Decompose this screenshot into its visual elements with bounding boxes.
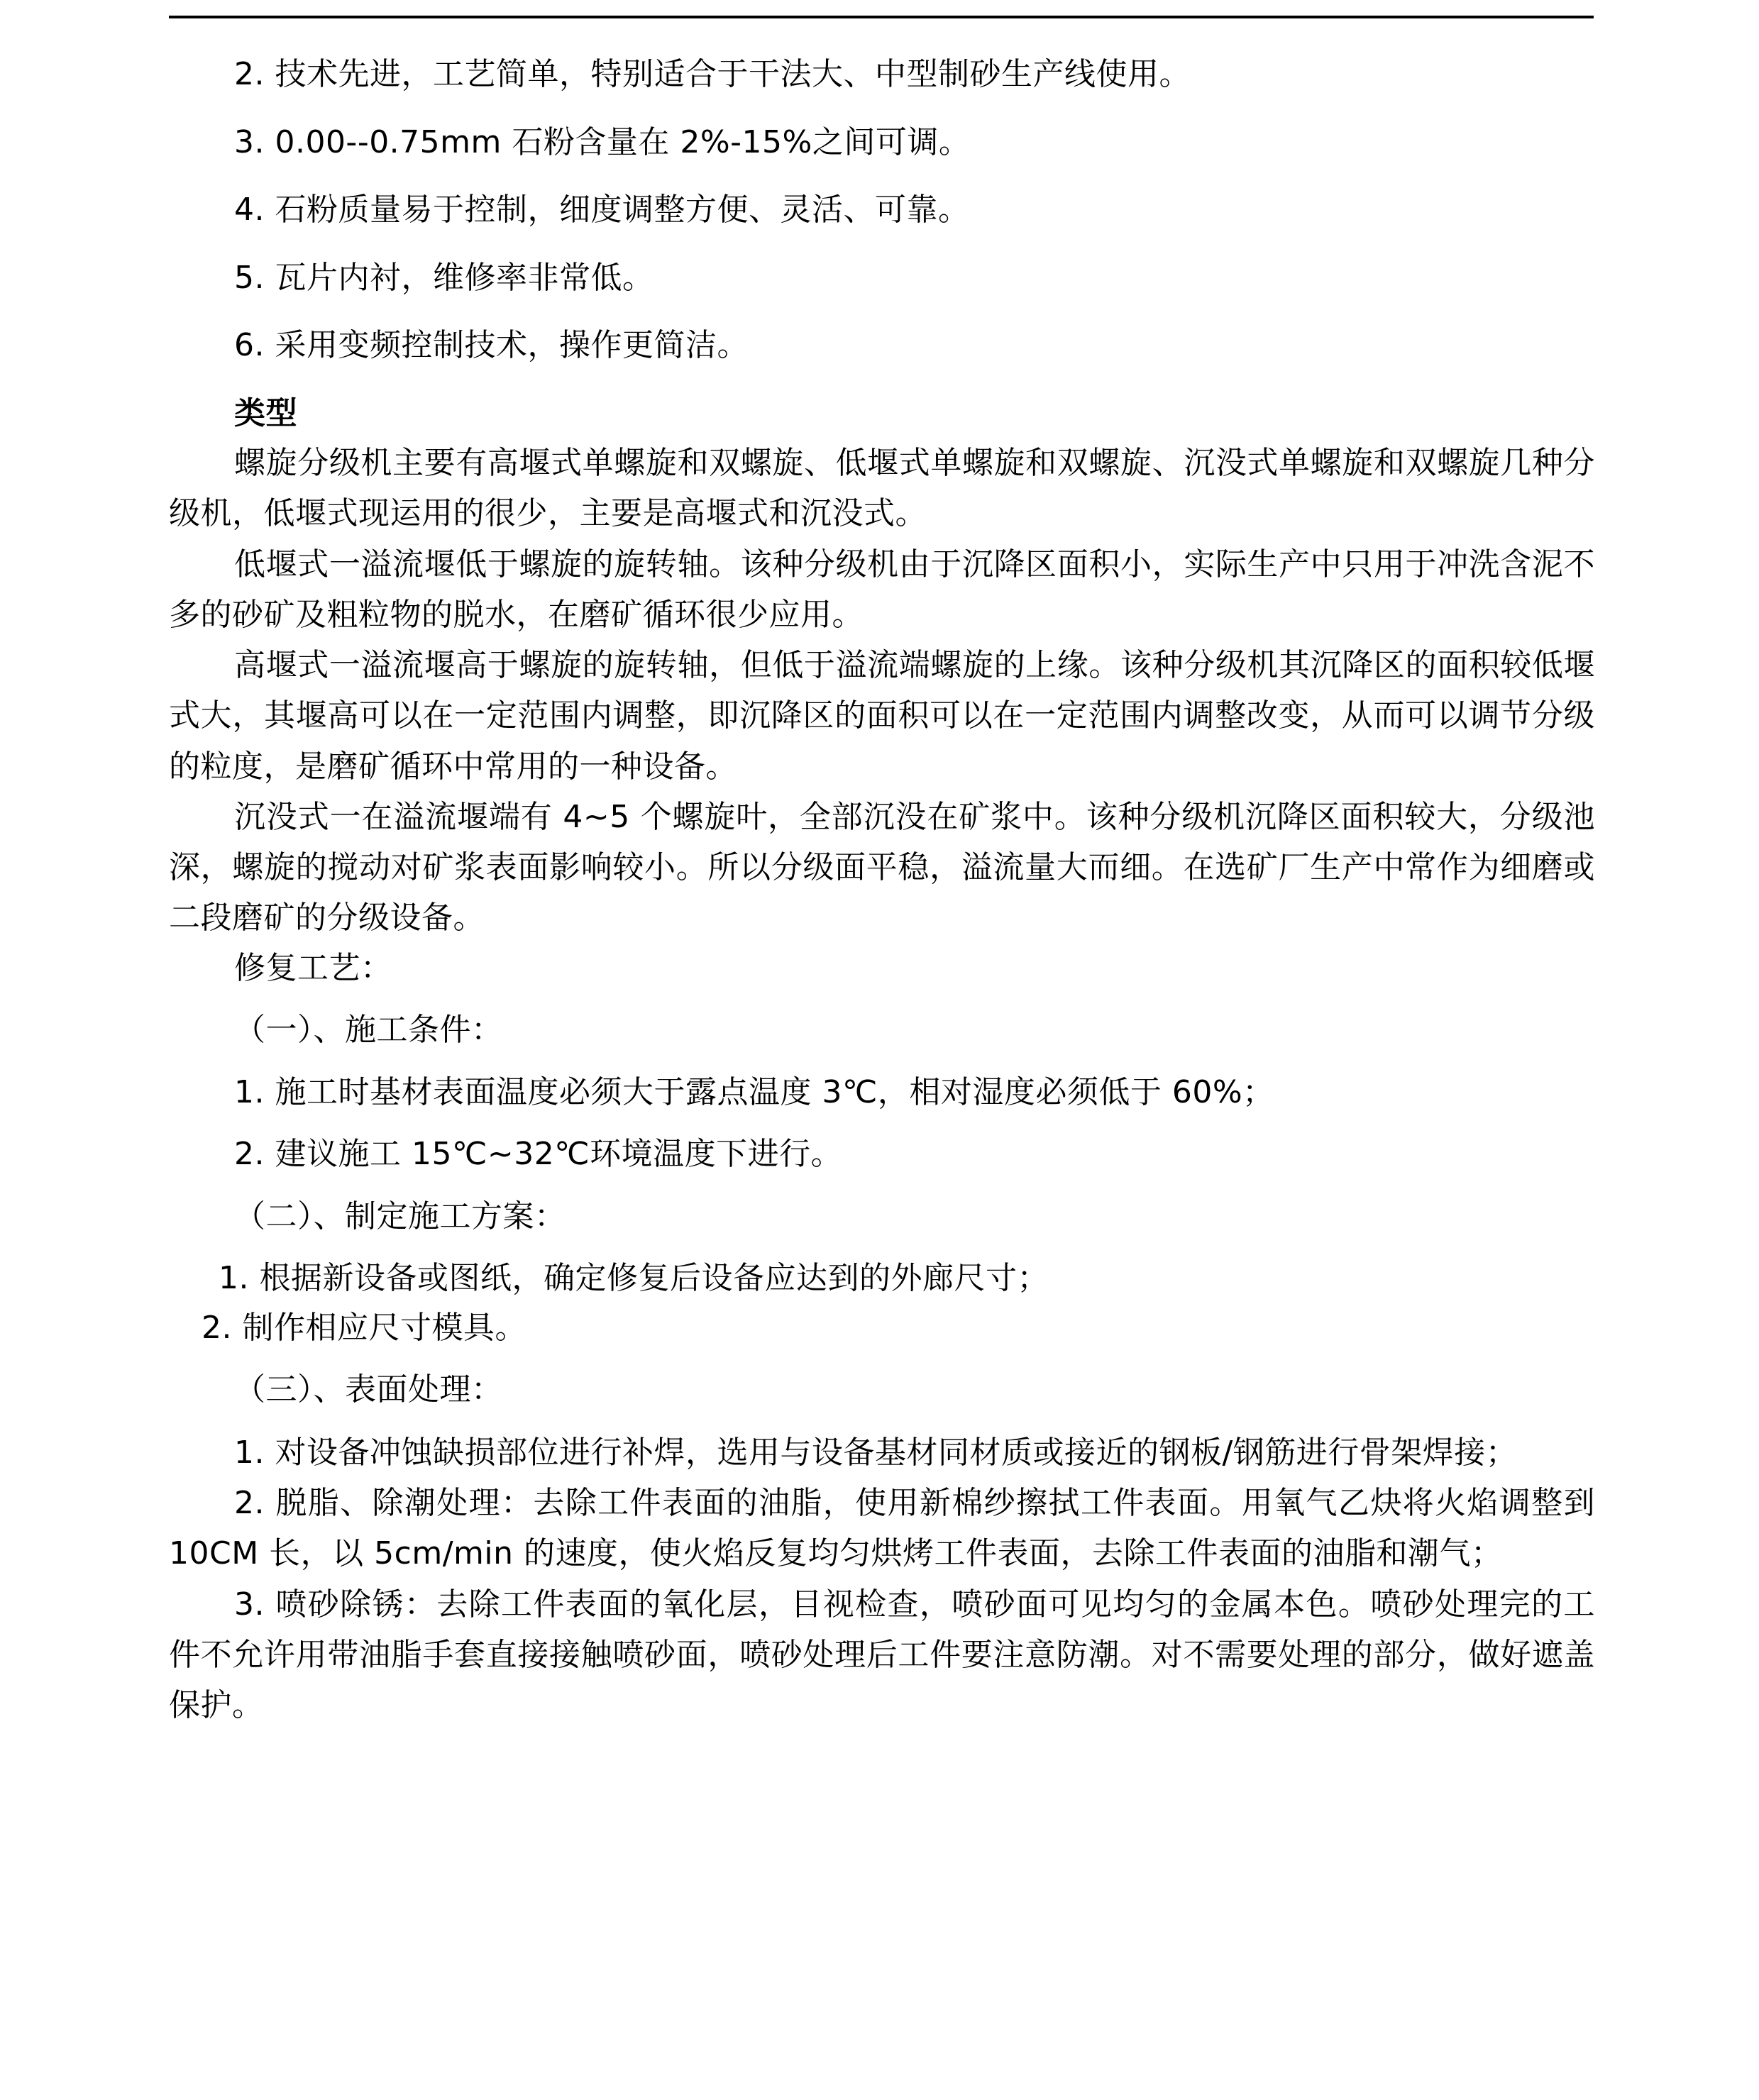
- step-item: 1. 根据新设备或图纸，确定修复后设备应达到的外廊尺寸；: [219, 1260, 1049, 1297]
- paragraph: 沉没式一在溢流堰端有 4~5 个螺旋叶，全部沉没在矿浆中。该种分级机沉降区面积较大，分级池深，螺旋的搅动对矿浆表面影响较小。所以分级面平稳，溢流量大而细。在选矿厂生产中常作为细磨或二段磨矿的分级设备。: [169, 798, 1595, 936]
- section-heading: 类型: [234, 394, 297, 431]
- step-item: 2. 建议施工 15℃~32℃环境温度下进行。: [234, 1136, 843, 1173]
- step-item: （三）、表面处理：: [234, 1371, 503, 1408]
- list-item: 2. 技术先进，工艺简单，特别适合于干法大、中型制砂生产线使用。: [234, 56, 1191, 92]
- paragraph: 高堰式一溢流堰高于螺旋的旋转轴，但低于溢流端螺旋的上缘。该种分级机其沉降区的面积较低堰式大，其堰高可以在一定范围内调整，即沉降区的面积可以在一定范围内调整改变，从而可以调节分级的粒度，是磨矿循环中常用的一种设备。: [169, 647, 1595, 785]
- list-item: 3. 0.00--0.75mm 石粉含量在 2%-15%之间可调。: [234, 123, 971, 160]
- paragraph: 低堰式一溢流堰低于螺旋的旋转轴。该种分级机由于沉降区面积小，实际生产中只用于冲洗含泥不多的砂矿及粗粒物的脱水，在磨矿循环很少应用。: [169, 546, 1595, 633]
- step-item: 2. 脱脂、除潮处理：去除工件表面的油脂，使用新棉纱擦拭工件表面。用氧气乙炔将火焰调整到 10CM 长，以 5cm/min 的速度，使火焰反复均匀烘烤工件表面，去除工件表面的油脂和潮气；: [169, 1485, 1595, 1572]
- step-item: 1. 对设备冲蚀缺损部位进行补焊，选用与设备基材同材质或接近的钢板/钢筋进行骨架焊接；: [234, 1434, 1518, 1471]
- step-item: 1. 施工时基材表面温度必须大于露点温度 3℃，相对湿度必须低于 60%；: [234, 1073, 1274, 1110]
- document-body: [169, 50, 1595, 1730]
- list-item: 6. 采用变频控制技术，操作更简洁。: [234, 327, 749, 364]
- step-item: 2. 制作相应尺寸模具。: [202, 1309, 526, 1346]
- process-title: 修复工艺：: [234, 949, 392, 986]
- list-item: 4. 石粉质量易于控制，细度调整方便、灵活、可靠。: [234, 192, 970, 228]
- step-item: （一）、施工条件：: [234, 1012, 503, 1049]
- list-item: 5. 瓦片内衬，维修率非常低。: [234, 259, 654, 296]
- step-item: 3. 喷砂除锈：去除工件表面的氧化层，目视检查，喷砂面可见均匀的金属本色。喷砂处理完的工件不允许用带油脂手套直接接触喷砂面，喷砂处理后工件要注意防潮。对不需要处理的部分，做好遮盖保护。: [169, 1586, 1595, 1724]
- header-rule: [169, 16, 1594, 18]
- step-item: （二）、制定施工方案：: [234, 1198, 566, 1234]
- paragraph: 螺旋分级机主要有高堰式单螺旋和双螺旋、低堰式单螺旋和双螺旋、沉没式单螺旋和双螺旋几种分级机，低堰式现运用的很少，主要是高堰式和沉没式。: [169, 445, 1595, 532]
